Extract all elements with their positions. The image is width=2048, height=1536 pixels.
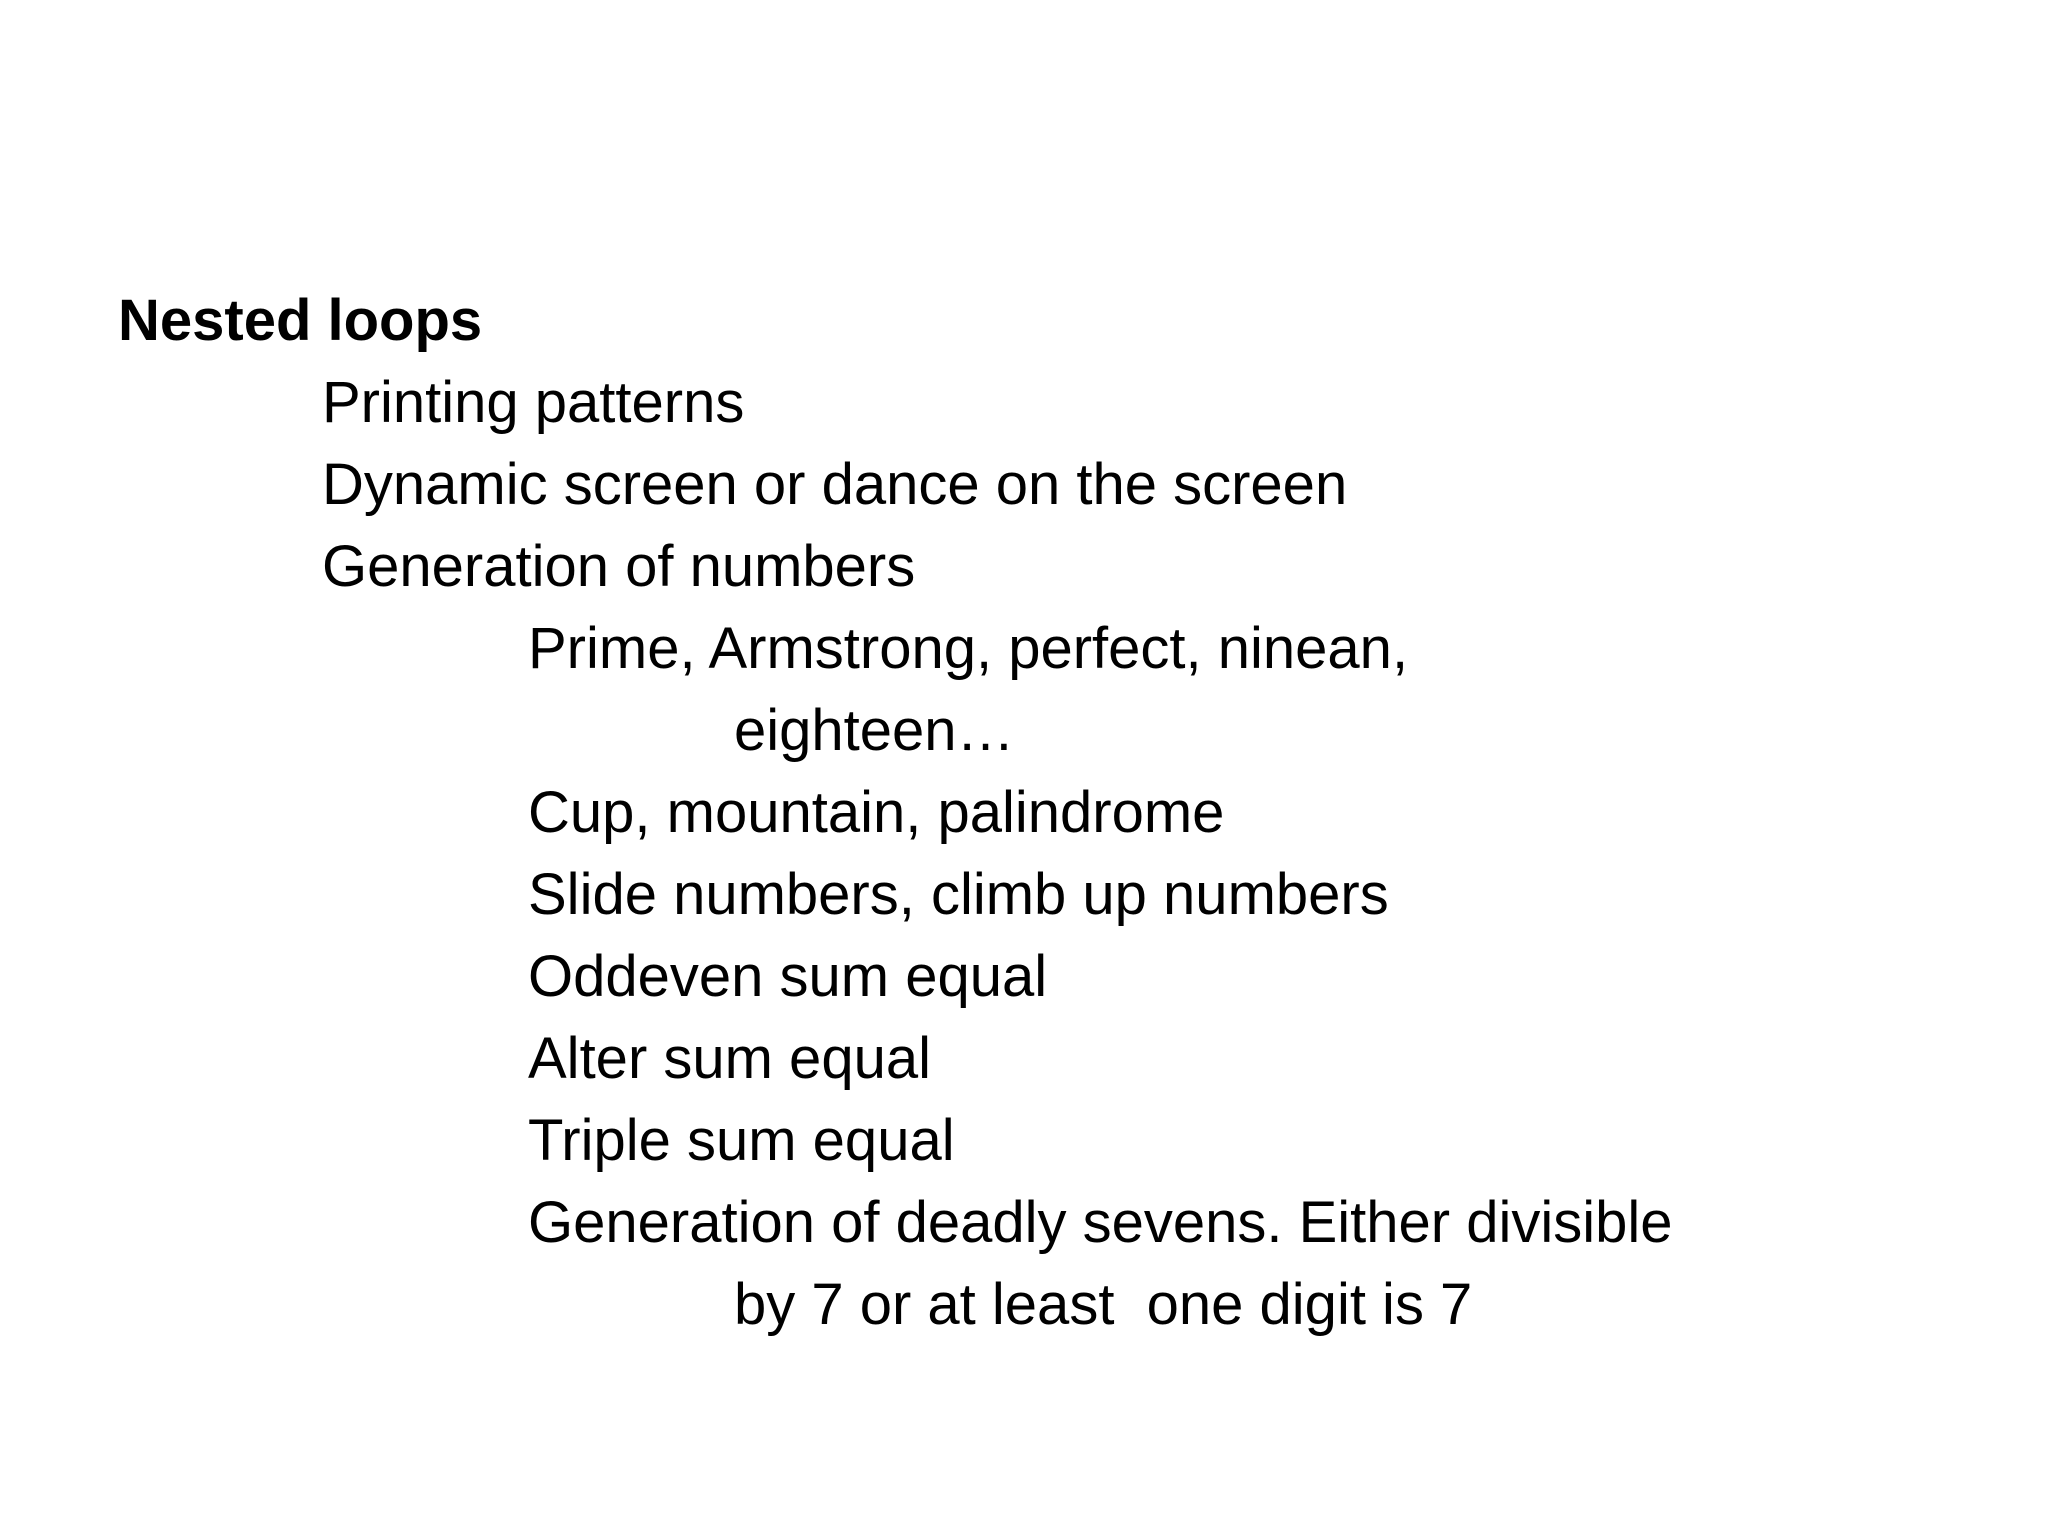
sub-item-number-types-continued: eighteen… — [734, 698, 1015, 763]
list-item-printing-patterns: Printing patterns — [322, 370, 745, 435]
sub-item-oddeven-sum: Oddeven sum equal — [528, 944, 1048, 1009]
slide-title: Nested loops — [118, 288, 483, 353]
sub-item-cup-mountain: Cup, mountain, palindrome — [528, 780, 1225, 845]
sub-item-deadly-sevens-continued: by 7 or at least one digit is 7 — [734, 1272, 1473, 1337]
sub-item-alter-sum: Alter sum equal — [528, 1026, 931, 1091]
list-item-generation-of-numbers: Generation of numbers — [322, 534, 916, 599]
sub-item-deadly-sevens: Generation of deadly sevens. Either divisible — [528, 1190, 1673, 1255]
sub-item-triple-sum: Triple sum equal — [528, 1108, 955, 1173]
sub-item-number-types: Prime, Armstrong, perfect, ninean, — [528, 616, 1409, 681]
sub-item-slide-numbers: Slide numbers, climb up numbers — [528, 862, 1389, 927]
list-item-dynamic-screen: Dynamic screen or dance on the screen — [322, 452, 1348, 517]
